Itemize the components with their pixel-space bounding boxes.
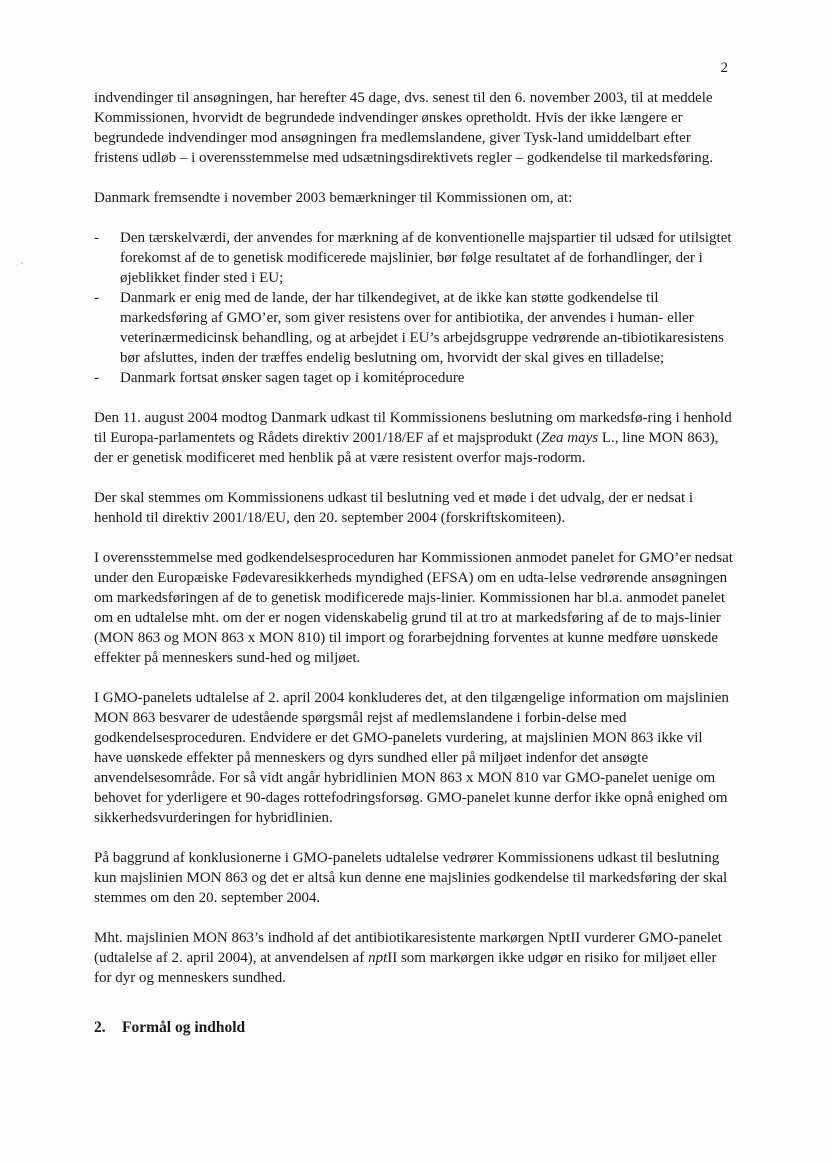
- section-heading: [94, 1018, 734, 1038]
- paragraph-3: [94, 408, 734, 468]
- list-item: [94, 288, 734, 368]
- list-item-text: Danmark fortsat ønsker sagen taget op i komitéprocedure: [120, 370, 465, 386]
- scan-speck: · ˜: [16, 261, 24, 270]
- list-dash: -: [94, 290, 99, 306]
- page-number: 2: [720, 60, 728, 76]
- paragraph-3-start: Den 11. august 2004 modtog Danmark udkast til Kommissionens beslutning om markedsfø-ring i henhold til Europa-parlamentets og Rådets direktiv 2001/18/EF af et majsprodukt (: [94, 410, 732, 446]
- document-body: [94, 88, 734, 1038]
- section-title: Formål og indhold: [122, 1019, 246, 1036]
- list-item: [94, 368, 734, 388]
- list-item-text: Den tærskelværdi, der anvendes for mærkning af de konventionelle majspartier til udsæd for utilsigtet forekomst af de to genetisk modificerede majslinier, bør følge resultatet af de forhandlinger, der i øjeblikket finder sted i EU;: [120, 230, 732, 286]
- list-item-text: Danmark er enig med de lande, der har tilkendegivet, at de ikke kan støtte godkendelse til markedsføring af GMO’er, som giver resistens over for antibiotika, der anvendes i human- eller veterinærmedicinsk behandling, og at arbejdet i EU’s arbejdsgruppe vedrørende an-tibiotikaresistens bør afsluttes, inden der træffes endelig beslutning om, hvorvidt der skal gives en tilladelse;: [120, 290, 724, 366]
- paragraph-3-end: L., line MON 863), der er genetisk modificeret med henblik på at være resistent overfor majs-rodorm.: [94, 430, 719, 466]
- species-name: Zea mays: [540, 430, 599, 446]
- gene-name: npt: [368, 950, 388, 966]
- paragraph-5: I overensstemmelse med godkendelsesproceduren har Kommissionen anmodet panelet for GMO’er nedsat under den Europæiske Fødevaresikkerheds myndighed (EFSA) om en udta-lelse vedrørende ansøgningen om markedsføringen af de to genetisk modificerede majs-linier. Kommissionen har bl.a. anmodet panelet om en udtalelse mht. om der er nogen videnskabelig grund til at tro at markedsføring af de to majs-linier (MON 863 og MON 863 x MON 810) til import og forarbejdning forventes at kunne medføre uønskede effekter på menneskers sund-hed og miljøet.: [94, 550, 733, 666]
- paragraph-8-start: Mht. majslinien MON 863’s indhold af det antibiotikaresistente markørgen NptII vurderer GMO-panelet (udtalelse af 2. april 2004), at anvendelsen af: [94, 930, 722, 966]
- paragraph-4: Der skal stemmes om Kommissionens udkast til beslutning ved et møde i det udvalg, der er nedsat i henhold til direktiv 2001/18/EU, den 20. september 2004 (forskriftskomiteen).: [94, 490, 694, 526]
- paragraph-7: På baggrund af konklusionerne i GMO-panelets udtalelse vedrører Kommissionens udkast til beslutning kun majslinien MON 863 og det er altså kun denne ene majslinies godkendelse til markedsføring der skal stemmes om den 20. september 2004.: [94, 850, 728, 906]
- remarks-list: [94, 228, 734, 388]
- paragraph-6: I GMO-panelets udtalelse af 2. april 2004 konkluderes det, at den tilgængelige information om majslinien MON 863 besvarer de udestående spørgsmål rejst af medlemslandene i forbin-delse med godkendelsesproceduren. Endvidere er det GMO-panelets vurdering, at majslinien MON 863 ikke vil have uønskede effekter på menneskers og dyrs sundhed eller på miljøet indenfor det ansøgte anvendelsesområde. For så vidt angår hybridlinien MON 863 x MON 810 var GMO-panelet uenige om behovet for yderligere et 90-dages rottefodringsforsøg. GMO-panelet kunne derfor ikke opnå enighed om sikkerhedsvurderingen for hybridlinien.: [94, 690, 729, 826]
- paragraph-8-end: II som markørgen ikke udgør en risiko for miljøet eller for dyr og menneskers sundhed.: [94, 950, 717, 986]
- list-dash: -: [94, 230, 99, 246]
- paragraph-2: Danmark fremsendte i november 2003 bemærkninger til Kommissionen om, at:: [94, 190, 573, 206]
- list-dash: -: [94, 370, 99, 386]
- paragraph-1: indvendinger til ansøgningen, har herefter 45 dage, dvs. senest til den 6. november 2003, til at meddele Kommissionen, hvorvidt de begrundede indvendinger ønskes opretholdt. Hvis der ikke længere er begrundede indvendinger mod ansøgningen fra medlemslandene, giver Tysk-land umiddelbart efter fristens udløb – i overensstemmelse med udsætningsdirektivets regler – godkendelse til markedsføring.: [94, 90, 714, 166]
- section-number: 2.: [94, 1019, 106, 1036]
- list-item: [94, 228, 734, 288]
- paragraph-8: [94, 928, 734, 988]
